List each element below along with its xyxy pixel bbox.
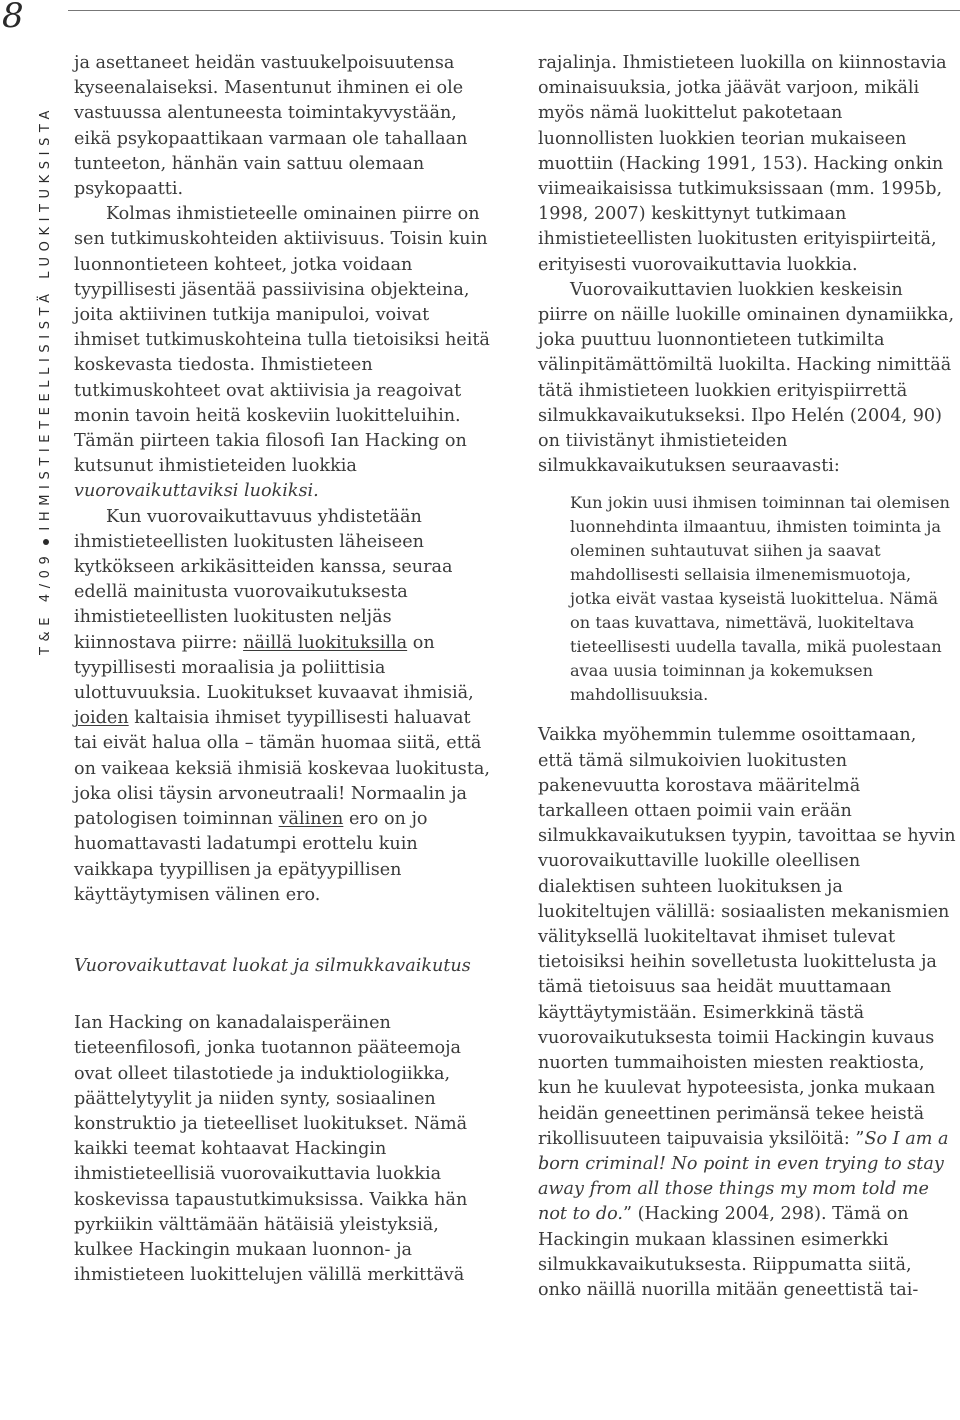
quoted-speech: So I am a born criminal! No point in even trying to stay away from all those things my mom told me not to do.: [538, 1128, 949, 1225]
bullet-dot-icon: [43, 539, 49, 545]
paragraph-text: ero on jo huomattavasti ladatumpi erottelu kuin vaikkapa tyypillisen ja epätyypillisen käyttäytymisen välinen ero.: [74, 809, 428, 905]
underlined-phrase: joiden: [74, 708, 129, 729]
paragraph-text: Kolmas ihmistieteelle ominainen piirre on sen tutkimuskohteiden aktiivisuus. Toisin kuin luonnontieteen kohteet, jotka voidaan tyypillisesti jäsentää passiivisina objekteina, joita aktiivinen tutkija manipuloi, voivat ihmiset tutkimuskohteina tulla tietoisiksi heitä koskevasta tiedosta. Ihmistieteen tutkimuskohteet ovat aktiivisia ja reagoivat monin tavoin heitä koskeviin luokitteluihin. Tämän piirteen takia filosofi Ian Hacking on kutsunut ihmistieteiden luokkia: [74, 204, 490, 477]
paragraph: rajalinja. Ihmistieteen luokilla on kiinnostavia ominaisuuksia, jotka jäävät varjoon, mikäli myös nämä luokittelut pakotetaan luonnollisten luokkien teorian mukaiseen muottiin (Hacking 1991, 153). Hacking onkin viimeaikaisissa tutkimuksissaan (mm. 1995b, 1998, 2007) keskittynyt tutkimaan ihmistieteellisten luokitusten erityispiirteitä, erityisesti vuorovaikuttavia luokkia.: [538, 53, 947, 275]
paragraph: [538, 723, 956, 1303]
paragraph: ja asettaneet heidän vastuukelpoisuutensa kyseenalaiseksi. Masentunut ihminen ei ole vastuussa alentuneesta toimintakyvystään, eikä psykopaattikaan varmaan ole tahallaan tunteeton, hänhän vain sattuu olemaan psykopaatti.: [74, 53, 468, 200]
paragraph: Ian Hacking on kanadalaisperäinen tieteenfilosofi, jonka tuotannon pääteemoja ovat olleet tilastotiede ja induktiologiikka, päättelytyylit ja niiden synty, sosiaalinen konstruktio ja tieteelliset luokitukset. Nämä kaikki teemat kohtaavat Hackingin ihmistieteellisiä vuorovaikuttavia luokkia koskevissa tapaustutkimuksissa. Vaikka hän pyrkiikin välttämään hätäisiä yleistyksiä, kulkee Hackingin mukaan luonnon- ja ihmistieteen luokittelujen välillä merkittävä: [74, 1013, 468, 1286]
paragraph-text: on tyypillisesti moraalisia ja poliittisia ulottuvuuksia. Luokitukset kuvaavat ihmisiä,: [74, 632, 474, 704]
right-column: [538, 51, 956, 1303]
header-rule: [68, 10, 960, 11]
block-quote: Kun jokin uusi ihmisen toiminnan tai olemisen luonnehdinta ilmaantuu, ihmisten toiminta ja oleminen suhtautuvat siihen ja saavat mahdollisesti sellaisia ilmenemismuotoja, jotka eivät vastaa kyseistä luokittelua. Nämä on taas kuvattava, nimettävä, luokiteltava tieteellisesti uudella tavalla, mikä puolestaan avaa uusia toiminnan ja kokemuksen mahdollisuuksia.: [570, 493, 950, 705]
paragraph: Vuorovaikuttavien luokkien keskeisin piirre on näille luokille ominainen dynamiikka, joka puuttuu luonnontieteen tutkimilta välinpitämättömiltä luokilta. Hacking nimittää tätä ihmistieteen luokkien erityispiirrettä silmukkavaikutukseksi. Ilpo Helén (2004, 90) on tiivistänyt ihmistieteiden silmukkavaikutuksen seuraavasti:: [538, 279, 955, 477]
left-column: [74, 51, 494, 1288]
emphasis-term: vuorovaikuttaviksi luokiksi.: [74, 481, 319, 502]
paragraph-text: ” (Hacking 2004, 298). Tämä on Hackingin mukaan klassinen esimerkki silmukkavaikutuksesta. Riippumatta siitä, onko näillä nuorilla mitään geneettistä tai-: [538, 1204, 919, 1300]
page-number: 8: [2, 0, 24, 36]
paragraph-text: Vaikka myöhemmin tulemme osoittamaan, että tämä silmukoivien luokitusten pakenevuutta korostava määritelmä tarkalleen ottaen poimii vain erään silmukkavaikutuksen tyypin, tavoittaa se hyvin vuorovaikuttaville luokille oleellisen dialektisen suhteen luokituksen ja luokiteltujen välillä: sosiaalisten mekanismien välityksellä luokiteltavat ihmiset tulevat tietoisiksi heihin sovelletusta luokittelusta ja tämä tietoisuus saa heidät muuttamaan käyttäytymistään. Esimerkkinä tästä vuorovaikutuksesta toimii Hackingin kuvaus nuorten tummaihoisten miesten reaktiosta, kun he kuulevat hypoteesista, jonka mukaan heidän geneettinen perimänsä tekee heistä rikollisuuteen taipuvaisia yksilöitä: ”: [538, 725, 956, 1149]
paragraph-text: Kun vuorovaikuttavuus yhdistetään ihmistieteellisten luokitusten läheiseen kytkökseen arkikäsitteiden kanssa, seuraa edellä mainitusta vuorovaikutuksesta ihmistieteellisten luokitusten neljäs kiinnostava piirre:: [74, 506, 453, 653]
section-heading: Vuorovaikuttavat luokat ja silmukkavaikutus: [74, 955, 471, 976]
running-head: [38, 105, 53, 655]
running-head-title: IHMISTIETEELLISISTÄ LUOKITUKSISTA: [38, 105, 53, 531]
paragraph-text: kaltaisia ihmiset tyypillisesti haluavat tai eivät halua olla – tämän huomaa siitä, että on vaikeaa keksiä ihmisiä koskevaa luokitusta, joka olisi täysin arvoneutraali! Normaalin ja patologisen toiminnan: [74, 708, 490, 830]
underlined-phrase: välinen: [278, 809, 344, 830]
paragraph: [74, 202, 494, 504]
running-head-journal: T&E 4/09: [38, 550, 53, 655]
underlined-phrase: näillä luokituksilla: [243, 632, 408, 653]
paragraph: [74, 505, 494, 908]
